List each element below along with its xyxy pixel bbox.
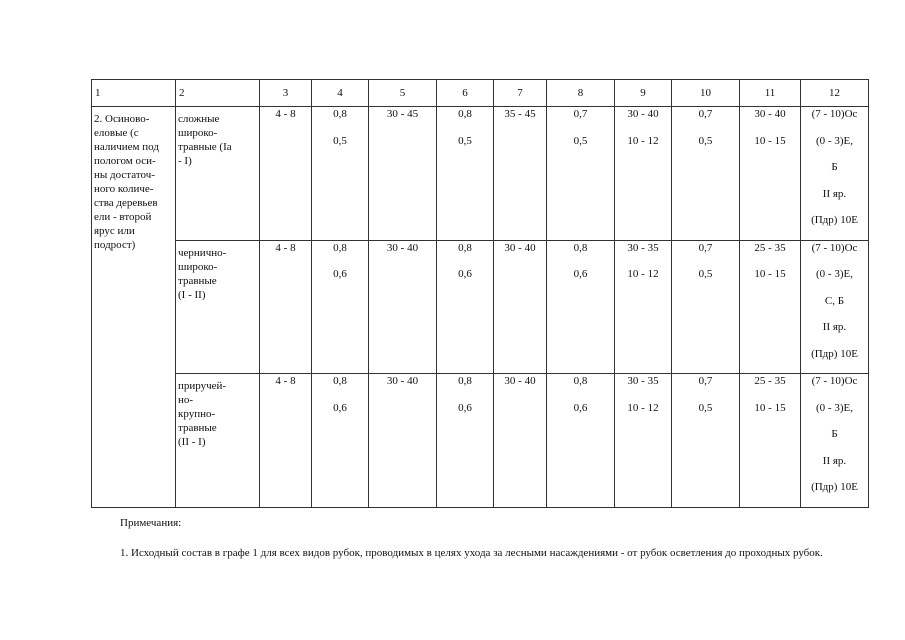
cell-value: 25 - 35 [754,375,786,387]
cell-value: 10 - 12 [627,134,659,147]
cell-value: (Пдр) 10Е [811,214,858,226]
value-cell-col4 [312,107,369,241]
cell-value: 10 - 12 [627,401,659,414]
value-cell-col11 [740,240,801,374]
cell-value: 0,8 [333,108,347,120]
cell-value: С, Б [824,294,845,307]
cell-value: 0,6 [573,401,588,414]
cell-value: II яр. [822,187,847,200]
cell-value: 0,8 [458,241,472,254]
cell-value: 30 - 40 [504,241,536,254]
note-item-1: 1. Исходный состав в графе 1 для всех видов рубок, проводимых в целях ухода за лесными насаждениями - от рубок осветления до проходных рубок. [120,547,823,559]
header-cell-6: 6 [437,80,494,107]
header-cell-3: 3 [260,80,312,107]
cell-value: 30 - 40 [386,241,419,254]
value-cell-col5 [369,374,437,508]
cell-value: 0,5 [698,268,713,280]
value-cell-col4 [312,240,369,374]
forest-type-label: сложные широко- травные (Ia - I) [178,113,232,167]
cell-value: 30 - 40 [627,108,659,120]
cell-value: 0,5 [458,134,472,147]
notes-title: Примечания: [120,517,182,529]
cell-value: 0,7 [698,108,713,120]
cell-value: (7 - 10)Ос [811,375,858,387]
value-cell-col9 [615,374,672,508]
cell-value: 0,8 [458,375,472,387]
header-cell-1: 1 [92,80,176,107]
forest-group-cell [92,107,176,508]
cell-value: 0,8 [458,108,472,120]
forest-type-cell [176,374,260,508]
cell-value: 10 - 12 [627,268,659,280]
cell-value: 4 - 8 [275,375,296,387]
cell-value: 35 - 45 [504,108,536,120]
cell-value: 0,8 [573,375,588,387]
value-cell-col8 [547,240,615,374]
cell-value: (7 - 10)Ос [811,108,858,120]
cell-value: (Пдр) 10Е [811,347,858,360]
value-cell-col9 [615,107,672,241]
forest-care-table [91,79,869,508]
header-cell-12: 12 [801,80,869,107]
value-cell-col3 [260,374,312,508]
value-cell-col3 [260,240,312,374]
value-cell-col8 [547,374,615,508]
cell-value: 4 - 8 [275,241,296,254]
value-cell-col7 [494,240,547,374]
cell-value: 0,7 [698,241,713,254]
forest-type-label: чернично- широко- травные (I - II) [178,246,227,301]
value-cell-col5 [369,240,437,374]
cell-value: II яр. [822,454,847,467]
cell-value: 4 - 8 [275,108,296,120]
cell-value: 0,7 [573,108,588,120]
value-cell-col12 [801,107,869,241]
forest-type-label: приручей- но- крупно- травные (II - I) [178,380,227,448]
cell-value: Б [831,428,838,440]
value-cell-col10 [672,240,740,374]
header-cell-7: 7 [494,80,547,107]
value-cell-col6 [437,374,494,508]
cell-value: 0,8 [333,375,347,387]
value-cell-col4 [312,374,369,508]
value-cell-col11 [740,374,801,508]
cell-value: 10 - 15 [754,268,786,280]
header-cell-2: 2 [176,80,260,107]
value-cell-col7 [494,374,547,508]
cell-value: Б [831,161,838,173]
cell-value: 30 - 40 [386,375,419,387]
cell-value: 30 - 45 [386,108,419,120]
cell-value: 0,6 [573,268,588,280]
value-cell-col11 [740,107,801,241]
header-cell-9: 9 [615,80,672,107]
cell-value: II яр. [822,321,847,333]
cell-value: 30 - 40 [504,375,536,387]
cell-value: (0 - 3)Е, [816,134,853,147]
value-cell-col3 [260,107,312,241]
value-cell-col7 [494,107,547,241]
value-cell-col10 [672,107,740,241]
cell-value: (0 - 3)Е, [816,268,853,280]
cell-value: 0,6 [458,268,472,280]
header-cell-8: 8 [547,80,615,107]
table-row [92,107,869,241]
value-cell-col12 [801,374,869,508]
cell-value: 0,6 [333,401,347,414]
value-cell-col6 [437,240,494,374]
forest-type-cell [176,240,260,374]
cell-value: 25 - 35 [754,241,786,254]
value-cell-col10 [672,374,740,508]
cell-value: 0,6 [458,401,472,414]
header-row [92,80,869,107]
cell-value: 30 - 35 [627,375,659,387]
cell-value: (0 - 3)Е, [816,401,853,414]
table-row [92,374,869,508]
header-cell-11: 11 [740,80,801,107]
cell-value: 0,5 [333,134,347,147]
cell-value: 10 - 15 [754,401,786,414]
forest-group-label: 2. Осиново- еловые (с наличием под пологом оси- ны достаточ- ного количе- ства деревьев ели - второй ярус или подрост) [94,113,159,251]
value-cell-col5 [369,107,437,241]
cell-value: 30 - 40 [754,108,786,120]
cell-value: 0,5 [573,134,588,147]
value-cell-col8 [547,107,615,241]
cell-value: (7 - 10)Ос [811,241,858,254]
value-cell-col9 [615,240,672,374]
cell-value: 0,7 [698,375,713,387]
forest-type-cell [176,107,260,241]
cell-value: 0,5 [698,134,713,147]
header-cell-10: 10 [672,80,740,107]
value-cell-col12 [801,240,869,374]
cell-value: 0,5 [698,401,713,414]
cell-value: 0,8 [573,241,588,254]
table-row [92,240,869,374]
cell-value: 0,8 [333,241,347,254]
cell-value: 10 - 15 [754,134,786,147]
header-cell-5: 5 [369,80,437,107]
value-cell-col6 [437,107,494,241]
cell-value: 0,6 [333,268,347,280]
header-cell-4: 4 [312,80,369,107]
cell-value: 30 - 35 [627,241,659,254]
cell-value: (Пдр) 10Е [811,481,858,493]
